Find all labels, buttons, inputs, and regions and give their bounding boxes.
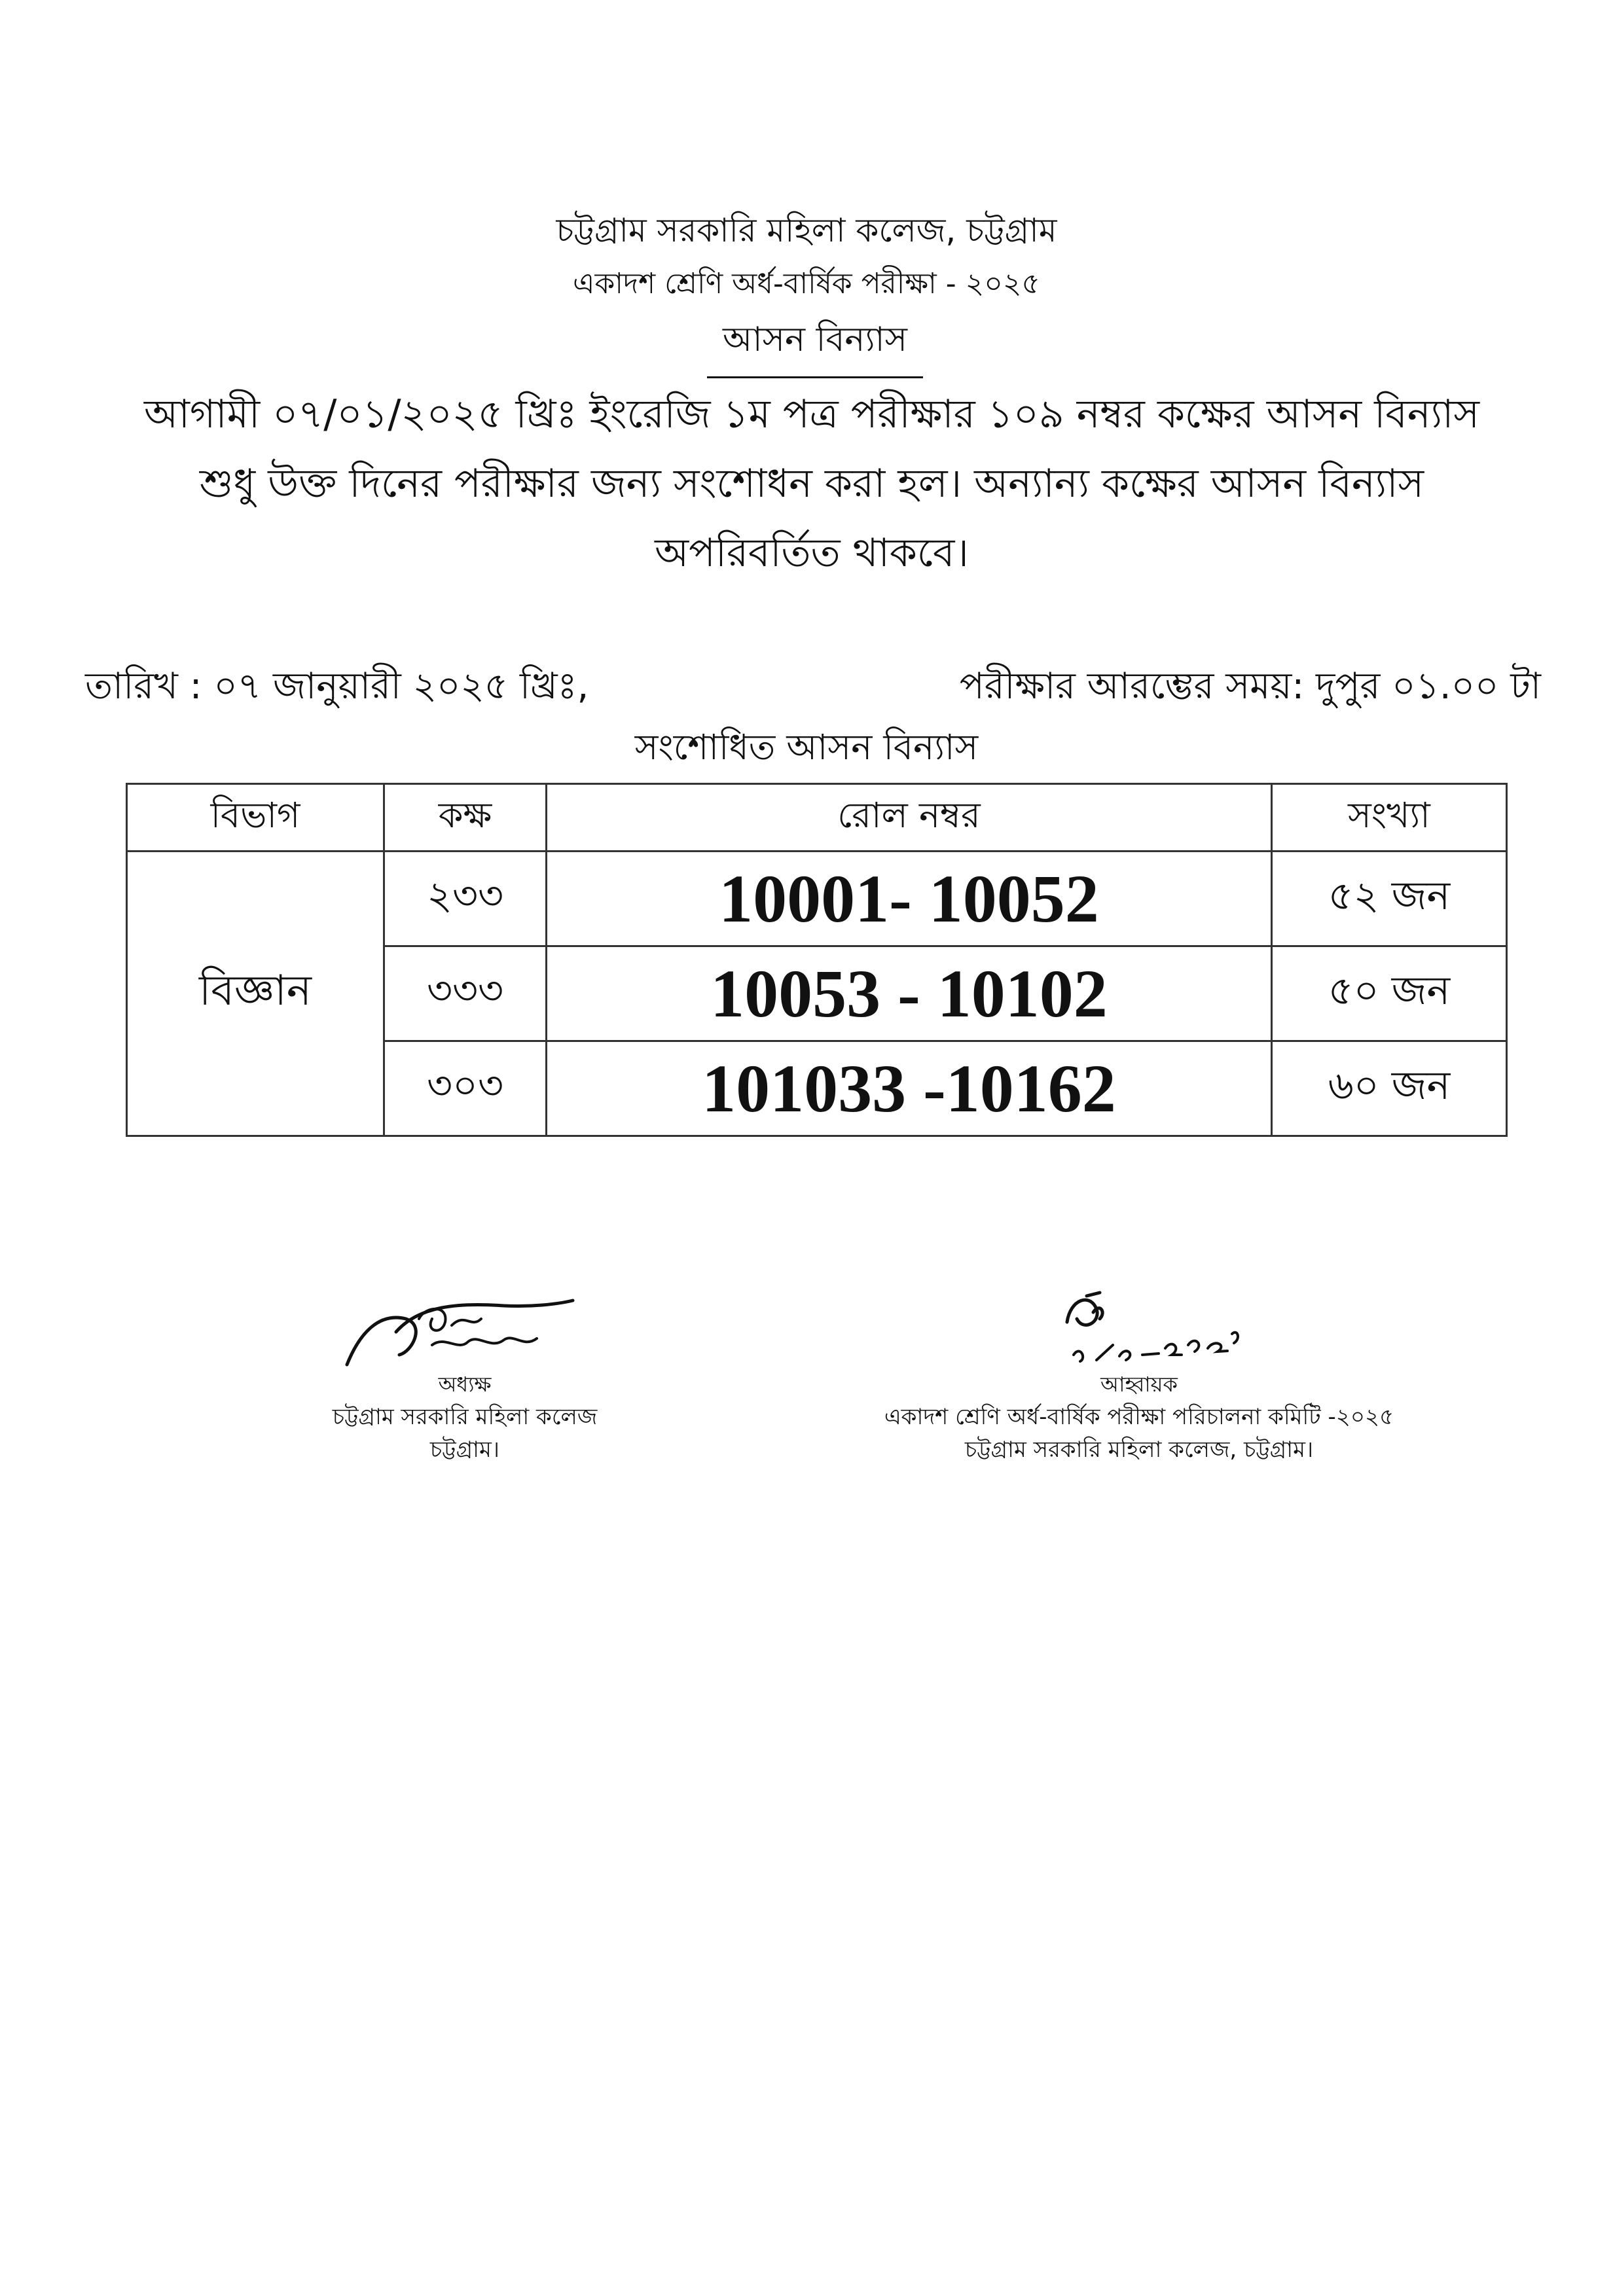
institution-name: চট্টগ্রাম সরকারি মহিলা কলেজ, চট্টগ্রাম — [556, 211, 1057, 249]
header-room: কক্ষ — [384, 784, 547, 852]
department-cell: বিজ্ঞান — [127, 852, 384, 1136]
seat-plan-table — [126, 783, 1508, 1137]
table-subtitle: সংশোধিত আসন বিন্যাস — [634, 726, 979, 768]
principal-signature — [334, 1293, 583, 1374]
count-cell: ৫০ জন — [1272, 946, 1507, 1041]
table-header-row — [127, 784, 1507, 852]
count-cell: ৫২ জন — [1272, 852, 1507, 946]
header-department: বিভাগ — [127, 784, 384, 852]
convener-signature-block — [812, 1368, 1466, 1466]
room-cell: ৩০৩ — [384, 1041, 547, 1136]
convener-title: আহ্বায়ক — [1100, 1372, 1178, 1397]
principal-org-line-2: চট্টগ্রাম। — [429, 1437, 500, 1463]
convener-org-line-1: একাদশ শ্রেণি অর্ধ-বার্ষিক পরীক্ষা পরিচালনা কমিটি -২০২৫ — [884, 1404, 1394, 1430]
exam-start-time: পরীক্ষার আরম্ভের সময়: দুপুর ০১.০০ টা — [959, 665, 1541, 708]
notice-line-1: আগামী ০৭/০১/২০২৫ খ্রিঃ ইংরেজি ১ম পত্র পরীক্ষার ১০৯ নম্বর কক্ষের আসন বিন্যাস — [143, 391, 1480, 437]
room-cell: ২৩৩ — [384, 852, 547, 946]
principal-signature-block — [249, 1368, 681, 1466]
roll-range-cell: 10001- 10052 — [547, 852, 1272, 946]
notice-text — [79, 380, 1545, 588]
principal-org-line-1: চট্টগ্রাম সরকারি মহিলা কলেজ — [332, 1404, 598, 1430]
roll-range-cell: 10053 - 10102 — [547, 946, 1272, 1041]
header-roll-number: রোল নম্বর — [547, 784, 1272, 852]
document-title: আসন বিন্যাস — [707, 313, 923, 378]
room-cell: ৩৩৩ — [384, 946, 547, 1041]
roll-range-cell: 101033 -10162 — [547, 1041, 1272, 1136]
table-row — [127, 852, 1507, 946]
header-count: সংখ্যা — [1272, 784, 1507, 852]
exam-name: একাদশ শ্রেণি অর্ধ-বার্ষিক পরীক্ষা - ২০২৫ — [573, 267, 1040, 300]
principal-title: অধ্যক্ষ — [438, 1372, 492, 1397]
exam-date: তারিখ : ০৭ জানুয়ারী ২০২৫ খ্রিঃ, — [85, 665, 589, 708]
notice-line-3: অপরিবর্তিত থাকবে। — [655, 530, 969, 576]
convener-signature — [1060, 1283, 1244, 1368]
count-cell: ৬০ জন — [1272, 1041, 1507, 1136]
notice-line-2: শুধু উক্ত দিনের পরীক্ষার জন্য সংশোধন করা হল। অন্যান্য কক্ষের আসন বিন্যাস — [199, 461, 1424, 507]
convener-org-line-2: চট্টগ্রাম সরকারি মহিলা কলেজ, চট্টগ্রাম। — [964, 1437, 1314, 1463]
